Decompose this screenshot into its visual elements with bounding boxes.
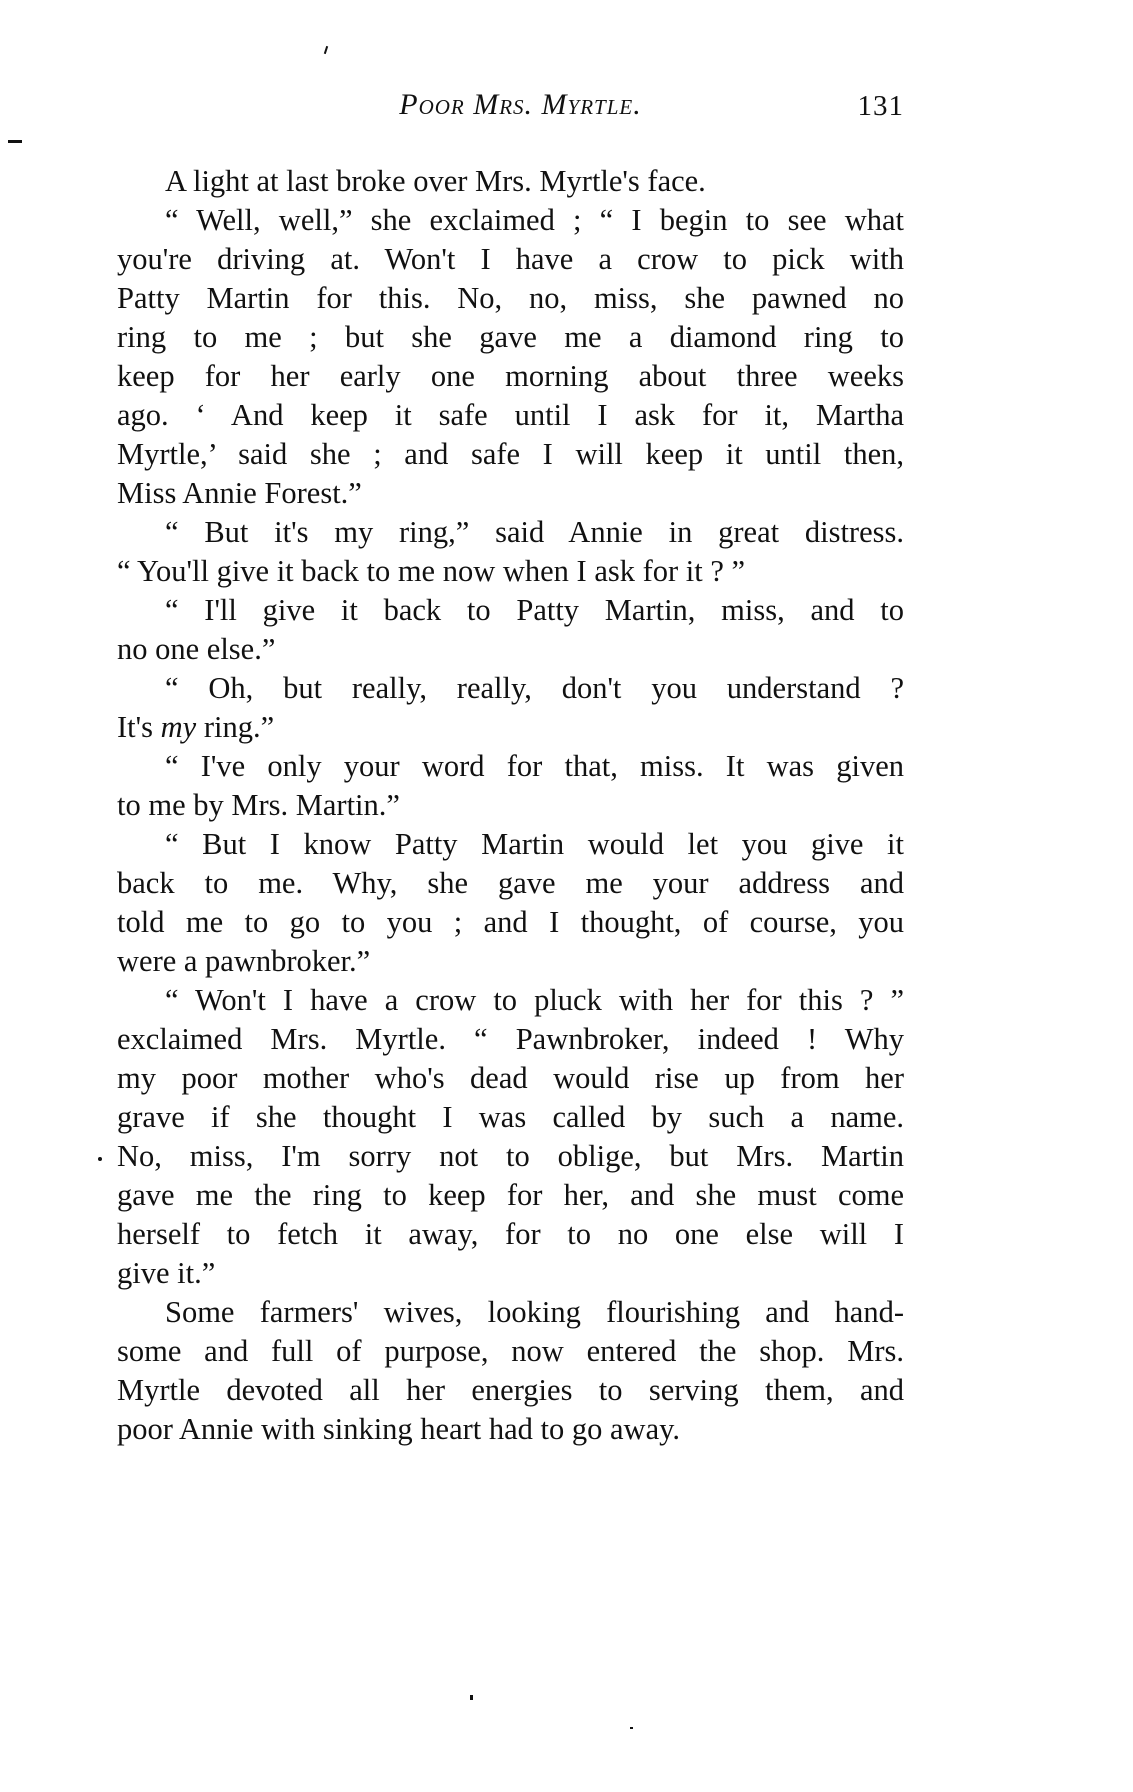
running-head (117, 88, 904, 128)
text-line: to me by Mrs. Martin.” (117, 788, 400, 822)
text-line: “ But it's my ring,” said Annie in great distress. (165, 515, 904, 549)
text-line: exclaimed Mrs. Myrtle. “ Pawnbroker, indeed ! Why (117, 1022, 904, 1056)
text-line (117, 708, 904, 747)
text-line: “ I've only your word for that, miss. It was given (165, 749, 904, 783)
text-line: no one else.” (117, 632, 276, 666)
print-speck (630, 1727, 633, 1729)
text-line: some and full of purpose, now entered the shop. Mrs. (117, 1334, 904, 1368)
text-line: told me to go to you ; and I thought, of course, you (117, 905, 904, 939)
text-line: “ Well, well,” she exclaimed ; “ I begin to see what (165, 203, 904, 237)
text-line: were a pawnbroker.” (117, 944, 371, 978)
page-number: 131 (857, 90, 904, 122)
text-line: ring to me ; but she gave me a diamond ring to (117, 320, 904, 354)
text-line: poor Annie with sinking heart had to go away. (117, 1412, 681, 1446)
print-speck (324, 46, 328, 54)
running-title: Poor Mrs. Myrtle. (399, 88, 642, 121)
text-line: back to me. Why, she gave me your address and (117, 866, 904, 900)
text-line: my poor mother who's dead would rise up from her (117, 1061, 904, 1095)
text-line: “ Oh, but really, really, don't you understand ? (165, 671, 904, 705)
text-line: Patty Martin for this. No, no, miss, she pawned no (117, 281, 904, 315)
text-line: Miss Annie Forest.” (117, 476, 362, 510)
print-speck (470, 1695, 473, 1700)
text-line: “ But I know Patty Martin would let you give it (165, 827, 904, 861)
text-line: A light at last broke over Mrs. Myrtle's face. (165, 164, 706, 198)
text-line: “ Won't I have a crow to pluck with her for this ? ” (165, 983, 904, 1017)
text-line: Myrtle devoted all her energies to serving them, and (117, 1373, 904, 1407)
emphasis-run: my (160, 710, 197, 744)
text-line: herself to fetch it away, for to no one else will I (117, 1217, 904, 1251)
text-line: No, miss, I'm sorry not to oblige, but Mrs. Martin (117, 1139, 904, 1173)
print-speck (98, 1157, 102, 1161)
text-line: Some farmers' wives, looking flourishing and hand- (165, 1295, 904, 1329)
text-line: ago. ‘ And keep it safe until I ask for it, Martha (117, 398, 904, 432)
margin-mark (8, 140, 22, 143)
text-line: gave me the ring to keep for her, and she must come (117, 1178, 904, 1212)
text-run: It's (117, 710, 161, 744)
body-text (117, 162, 904, 1449)
text-line: give it.” (117, 1256, 216, 1290)
text-line: “ I'll give it back to Patty Martin, miss, and to (165, 593, 904, 627)
text-line: grave if she thought I was called by such a name. (117, 1100, 904, 1134)
text-line: Myrtle,’ said she ; and safe I will keep it until then, (117, 437, 904, 471)
text-line: keep for her early one morning about three weeks (117, 359, 904, 393)
text-line: you're driving at. Won't I have a crow to pick with (117, 242, 904, 276)
text-run: ring.” (196, 710, 275, 744)
text-line: “ You'll give it back to me now when I ask for it ? ” (117, 554, 746, 588)
